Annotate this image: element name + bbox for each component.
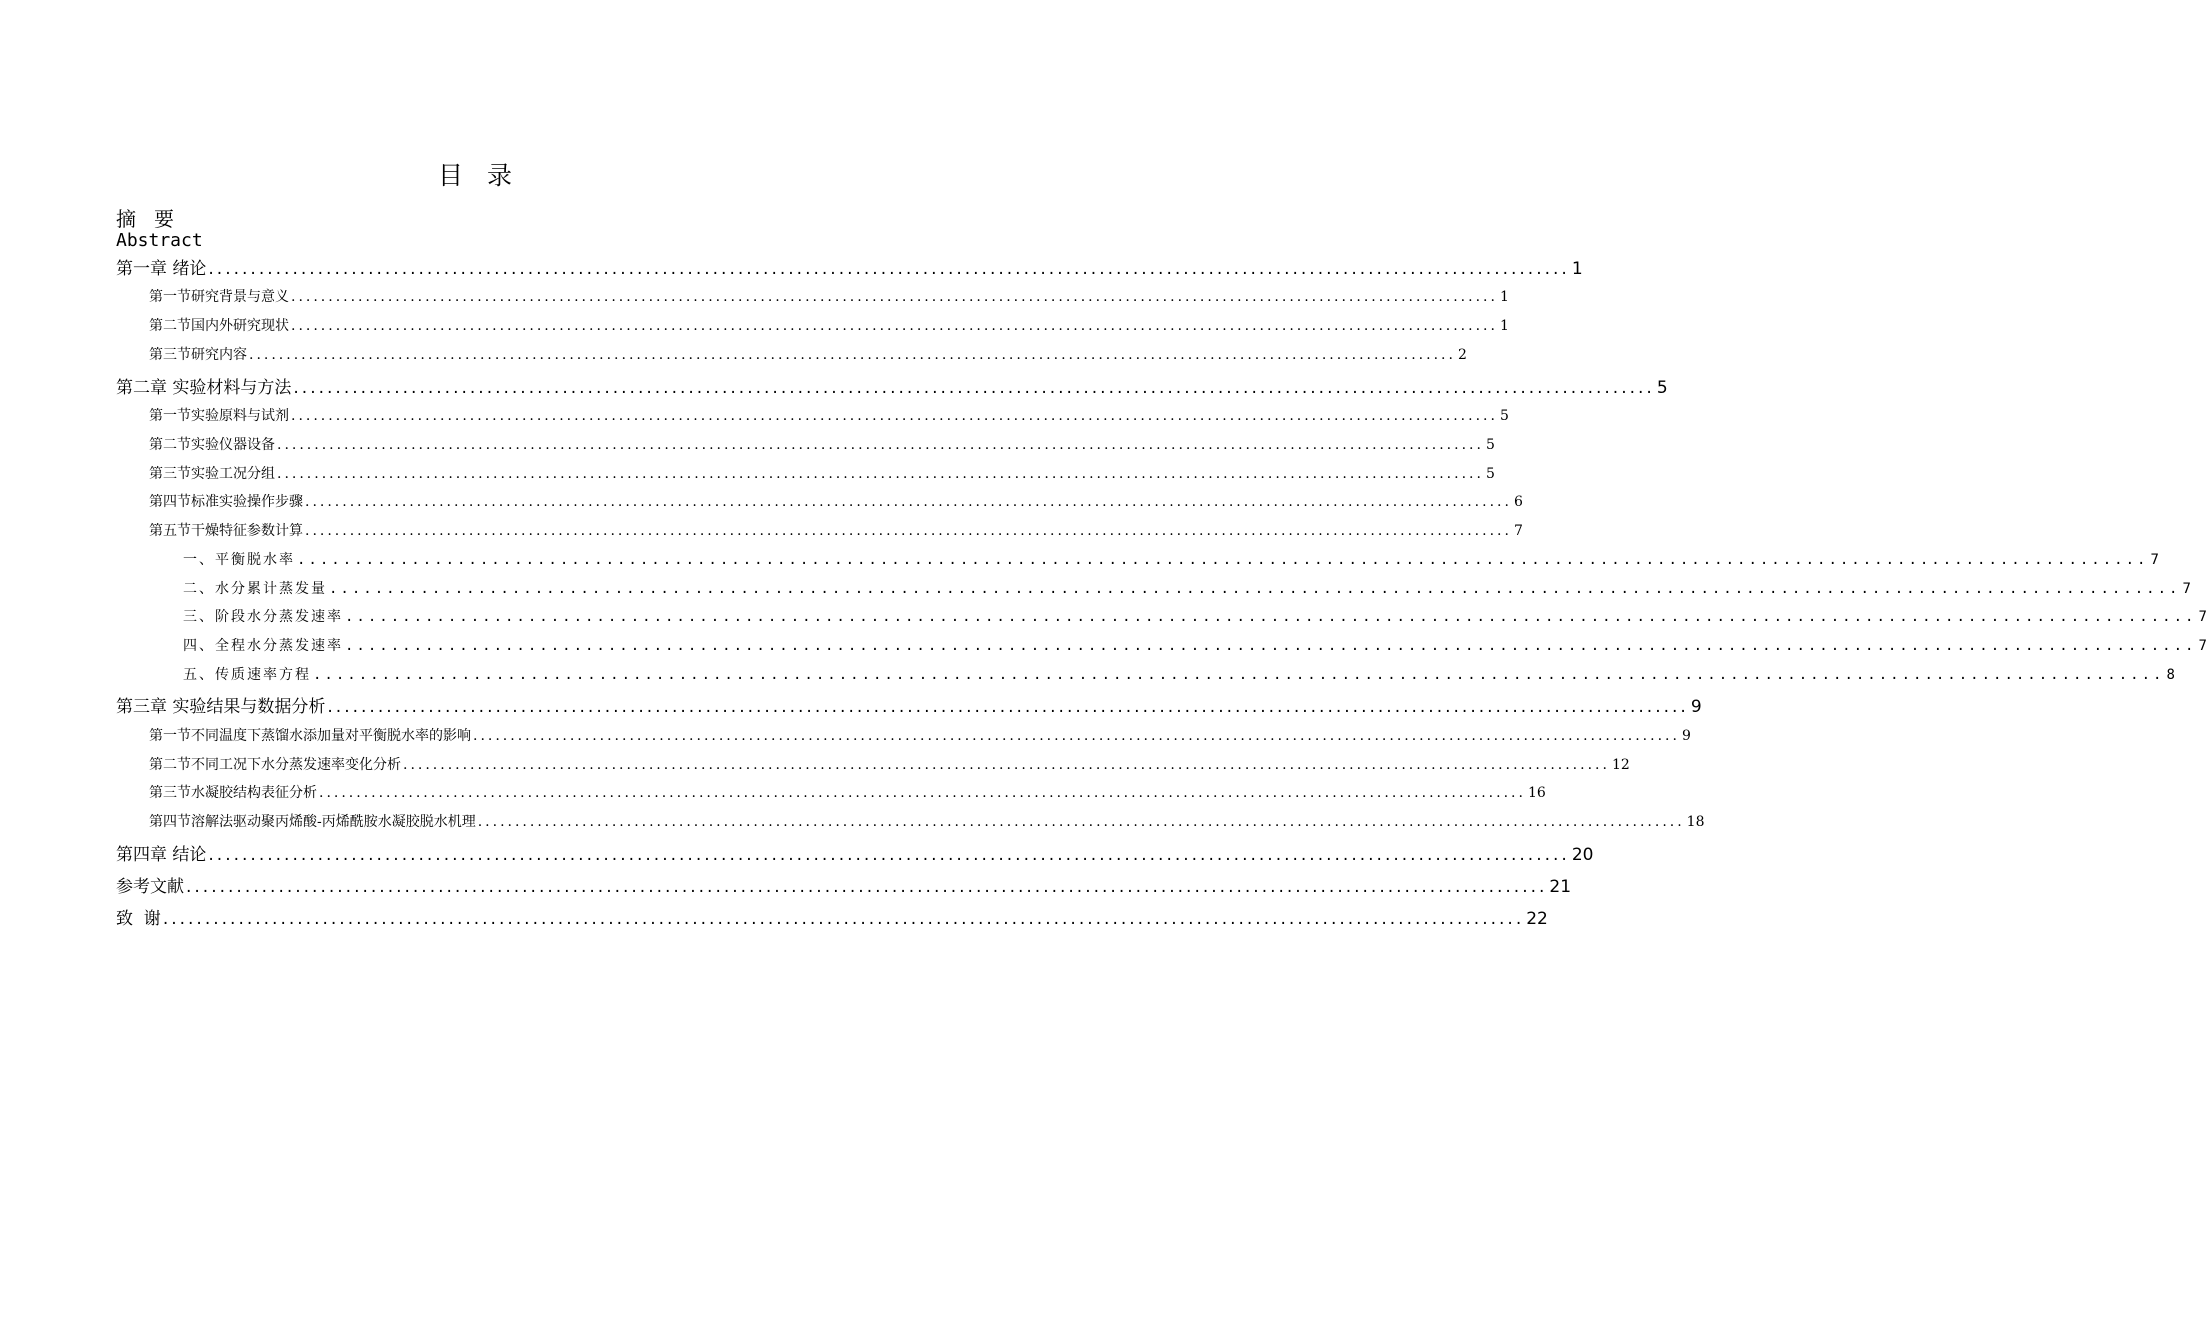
toc-entry-page: 12 — [1611, 757, 1630, 773]
toc-entry-page: 5 — [1656, 378, 1668, 398]
toc-leader-dots: .................................................................................................................................................................. — [473, 728, 1680, 744]
toc-entry-page: 20 — [1571, 845, 1594, 865]
toc-leader-dots: .................................................................................................................................................................. — [319, 785, 1526, 801]
toc-entry-page: 7 — [2198, 609, 2207, 625]
toc-entry-label: 第三节水凝胶结构表征分析 — [149, 785, 317, 801]
toc-leader-dots: .................................................................................................................................................................. — [277, 466, 1484, 482]
toc-entry-section[interactable] — [149, 725, 1691, 745]
toc-leader-dots: .................................................................................................................................................................. — [329, 581, 2181, 597]
toc-leader-dots: .................................................................................................................................................................. — [186, 877, 1548, 897]
toc-entry-page: 2 — [1457, 347, 1467, 363]
toc-leader-dots: .................................................................................................................................................................. — [305, 523, 1512, 539]
toc-entry-label: 第一章 绪论 — [116, 259, 207, 279]
toc-entry-label: 第四节标准实验操作步骤 — [149, 494, 303, 510]
toc-entry-page: 8 — [2166, 667, 2175, 683]
toc-entry-section[interactable] — [149, 434, 1495, 454]
toc-entry-subsection[interactable] — [183, 606, 2207, 626]
toc-entry-subsection[interactable] — [183, 549, 2159, 569]
toc-entry-label: 四、全程水分蒸发速率 — [183, 638, 343, 654]
toc-entry-page: 9 — [1690, 697, 1702, 717]
toc-entry-chapter-1[interactable] — [116, 254, 1583, 279]
toc-entry-page: 5 — [1485, 466, 1495, 482]
toc-entry-label: 第二节实验仪器设备 — [149, 437, 275, 453]
toc-leader-dots: .................................................................................................................................................................. — [313, 667, 2165, 683]
toc-leader-dots: .................................................................................................................................................................. — [327, 697, 1689, 717]
toc-leader-dots: .................................................................................................................................................................. — [277, 437, 1484, 453]
toc-entry-subsection[interactable] — [183, 635, 2207, 655]
toc-entry-subsection[interactable] — [183, 664, 2175, 684]
toc-entry-label: 三、阶段水分蒸发速率 — [183, 609, 343, 625]
toc-entry-page: 21 — [1549, 877, 1572, 897]
toc-entry-label: 第五节干燥特征参数计算 — [149, 523, 303, 539]
toc-leader-dots: .................................................................................................................................................................. — [293, 378, 1655, 398]
toc-entry-subsection[interactable] — [183, 578, 2191, 598]
toc-abstract-en: Abstract — [116, 230, 203, 251]
toc-entry-label: 第三节研究内容 — [149, 347, 247, 363]
toc-entry-page: 5 — [1485, 437, 1495, 453]
toc-entry-section[interactable] — [149, 754, 1630, 774]
toc-entry-label: 第四节溶解法驱动聚丙烯酸-丙烯酰胺水凝胶脱水机理 — [149, 814, 476, 830]
toc-leader-dots: .................................................................................................................................................................. — [345, 609, 2197, 625]
toc-leader-dots: .................................................................................................................................................................. — [208, 845, 1570, 865]
toc-entry-label: 第二节国内外研究现状 — [149, 318, 289, 334]
toc-entry-page: 1 — [1571, 259, 1583, 279]
toc-leader-dots: .................................................................................................................................................................. — [297, 552, 2149, 568]
toc-entry-label: 第三节实验工况分组 — [149, 466, 275, 482]
toc-entry-label: 第一节研究背景与意义 — [149, 289, 289, 305]
toc-entry-acknowledgements[interactable] — [116, 904, 1548, 929]
toc-entry-page: 22 — [1526, 909, 1548, 929]
toc-entry-page: 1 — [1499, 318, 1509, 334]
toc-entry-references[interactable] — [116, 872, 1572, 897]
toc-entry-page: 7 — [1513, 523, 1523, 539]
toc-entry-page: 7 — [2182, 581, 2191, 597]
toc-entry-label: 二、水分累计蒸发量 — [183, 581, 327, 597]
toc-entry-page: 7 — [2150, 552, 2159, 568]
toc-entry-section[interactable] — [149, 405, 1509, 425]
toc-leader-dots: .................................................................................................................................................................. — [345, 638, 2197, 654]
toc-entry-page: 1 — [1499, 289, 1509, 305]
toc-entry-section[interactable] — [149, 782, 1546, 802]
toc-entry-section[interactable] — [149, 315, 1509, 335]
toc-entry-label: 致 谢 — [116, 909, 161, 929]
toc-entry-chapter-3[interactable] — [116, 692, 1702, 717]
toc-entry-label: 第四章 结论 — [116, 845, 207, 865]
toc-entry-section[interactable] — [149, 286, 1509, 306]
toc-leader-dots: .................................................................................................................................................................. — [249, 347, 1456, 363]
toc-entry-section[interactable] — [149, 520, 1523, 540]
toc-entry-label: 五、传质速率方程 — [183, 667, 311, 683]
toc-entry-page: 16 — [1527, 785, 1546, 801]
toc-entry-label: 第三章 实验结果与数据分析 — [116, 697, 326, 717]
toc-entry-page: 9 — [1681, 728, 1691, 744]
toc-entry-page: 5 — [1499, 408, 1509, 424]
toc-leader-dots: .................................................................................................................................................................. — [305, 494, 1512, 510]
toc-entry-label: 第一节不同温度下蒸馏水添加量对平衡脱水率的影响 — [149, 728, 471, 744]
toc-entry-section[interactable] — [149, 491, 1523, 511]
toc-entry-chapter-4[interactable] — [116, 840, 1594, 865]
toc-entry-section[interactable] — [149, 463, 1495, 483]
toc-entry-label: 第二章 实验材料与方法 — [116, 378, 292, 398]
toc-leader-dots: .................................................................................................................................................................. — [208, 259, 1570, 279]
toc-leader-dots: .................................................................................................................................................................. — [477, 814, 1685, 830]
toc-leader-dots: .................................................................................................................................................................. — [162, 909, 1525, 929]
toc-leader-dots: .................................................................................................................................................................. — [291, 408, 1498, 424]
toc-title: 目录 — [437, 161, 536, 190]
toc-entry-page: 6 — [1513, 494, 1523, 510]
toc-entry-page: 7 — [2198, 638, 2207, 654]
toc-abstract-cn: 摘要 — [116, 207, 192, 231]
toc-entry-label: 一、平衡脱水率 — [183, 552, 295, 568]
toc-leader-dots: .................................................................................................................................................................. — [291, 289, 1498, 305]
toc-leader-dots: .................................................................................................................................................................. — [291, 318, 1498, 334]
toc-entry-label: 参考文献 — [116, 877, 184, 897]
toc-entry-section[interactable] — [149, 811, 1705, 831]
toc-entry-label: 第二节不同工况下水分蒸发速率变化分析 — [149, 757, 401, 773]
toc-entry-label: 第一节实验原料与试剂 — [149, 408, 289, 424]
toc-entry-chapter-2[interactable] — [116, 373, 1668, 398]
toc-entry-section[interactable] — [149, 344, 1467, 364]
toc-leader-dots: .................................................................................................................................................................. — [403, 757, 1610, 773]
toc-entry-page: 18 — [1686, 814, 1705, 830]
